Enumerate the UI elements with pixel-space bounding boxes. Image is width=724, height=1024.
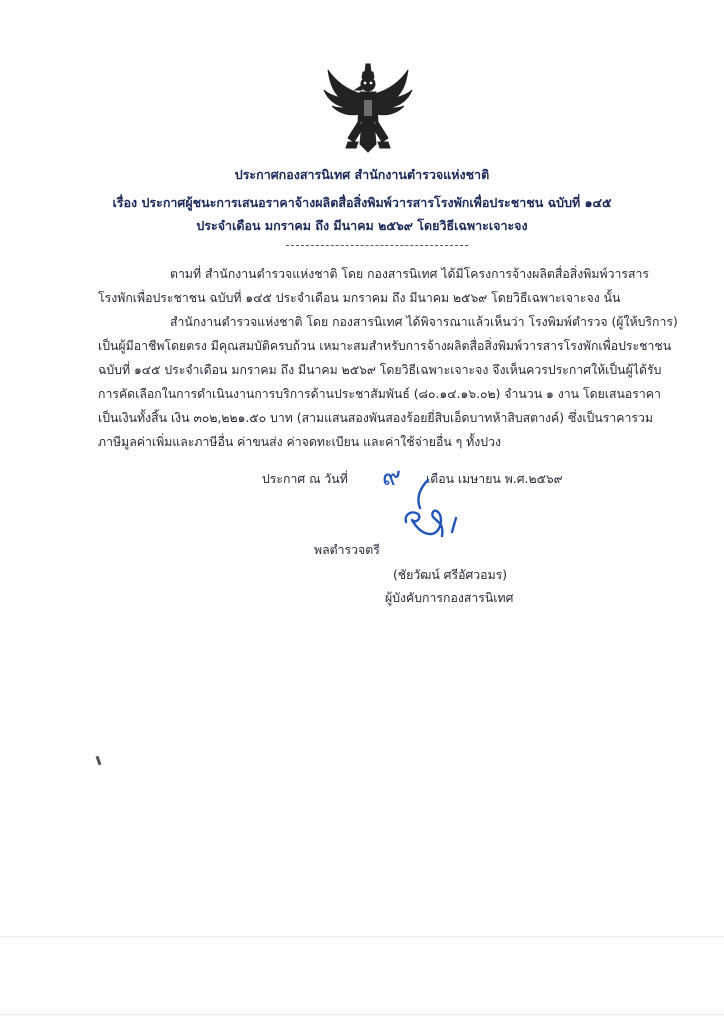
paragraph-2-line-2: เป็นผู้มีอาชีพโดยตรง มีคุณสมบัติครบถ้วน เหมาะสมสำหรับการจ้างผลิตสื่อสิ่งพิมพ์วารสารโรงพักเพื่อประชาชน — [98, 339, 672, 353]
handwritten-signature — [380, 478, 470, 558]
announce-date-prefix: ประกาศ ณ วันที่ — [262, 472, 348, 486]
scan-artifact-mark — [96, 756, 102, 765]
paragraph-2-line-5: เป็นเงินทั้งสิ้น เงิน ๓๐๒,๒๒๑.๕๐ บาท (สามแสนสองพันสองร้อยยี่สิบเอ็ดบาทห้าสิบสตางค์) ซึ่งเป็นราคารวม — [98, 411, 654, 425]
garuda-emblem — [318, 60, 418, 160]
signer-rank: พลตำรวจตรี — [314, 543, 380, 557]
paragraph-1-line-2: โรงพักเพื่อประชาชน ฉบับที่ ๑๔๕ ประจำเดือน มกราคม ถึง มีนาคม ๒๕๖๙ โดยวิธีเฉพาะเจาะจง นั้น — [98, 291, 621, 305]
announce-date-month: เดือน เมษายน พ.ศ.๒๕๖๙ — [426, 472, 563, 486]
scan-artifact-line — [0, 1014, 724, 1015]
paragraph-2-line-1: สำนักงานตำรวจแห่งชาติ โดย กองสารนิเทศ ได้พิจารณาแล้วเห็นว่า โรงพิมพ์ตำรวจ (ผู้ให้บริการ) — [170, 315, 678, 329]
header-divider — [286, 245, 468, 246]
paragraph-2-line-4: การคัดเลือกในการดำเนินงานการบริการด้านประชาสัมพันธ์ (๘๐.๑๔.๑๖.๐๒) จำนวน ๑ งาน โดยเสนอราคา — [98, 387, 661, 401]
document-period: ประจำเดือน มกราคม ถึง มีนาคม ๒๕๖๙ โดยวิธีเฉพาะเจาะจง — [196, 218, 528, 233]
signer-name: (ชัยวัฒน์ ศรีอัศวอมร) — [393, 568, 508, 582]
paragraph-2-line-6: ภาษีมูลค่าเพิ่มและภาษีอื่น ค่าขนส่ง ค่าจดทะเบียน และค่าใช้จ่ายอื่น ๆ ทั้งปวง — [98, 435, 502, 449]
scan-artifact-line — [0, 936, 724, 937]
handwritten-day: ๙ — [382, 462, 402, 492]
signer-position: ผู้บังคับการกองสารนิเทศ — [385, 591, 514, 605]
paragraph-1-line-1: ตามที่ สำนักงานตำรวจแห่งชาติ โดย กองสารนิเทศ ได้มีโครงการจ้างผลิตสื่อสิ่งพิมพ์วารสาร — [170, 267, 650, 281]
document-subject: เรื่อง ประกาศผู้ชนะการเสนอราคาจ้างผลิตสื่อสิ่งพิมพ์วารสารโรงพักเพื่อประชาชน ฉบับที่ ๑๔๕ — [112, 195, 612, 210]
paragraph-2-line-3: ฉบับที่ ๑๔๕ ประจำเดือน มกราคม ถึง มีนาคม ๒๕๖๙ โดยวิธีเฉพาะเจาะจง จึงเห็นควรประกาศให้เป็นผู้ได้รับ — [98, 363, 662, 377]
document-title-line1: ประกาศกองสารนิเทศ สำนักงานตำรวจแห่งชาติ — [234, 167, 490, 182]
